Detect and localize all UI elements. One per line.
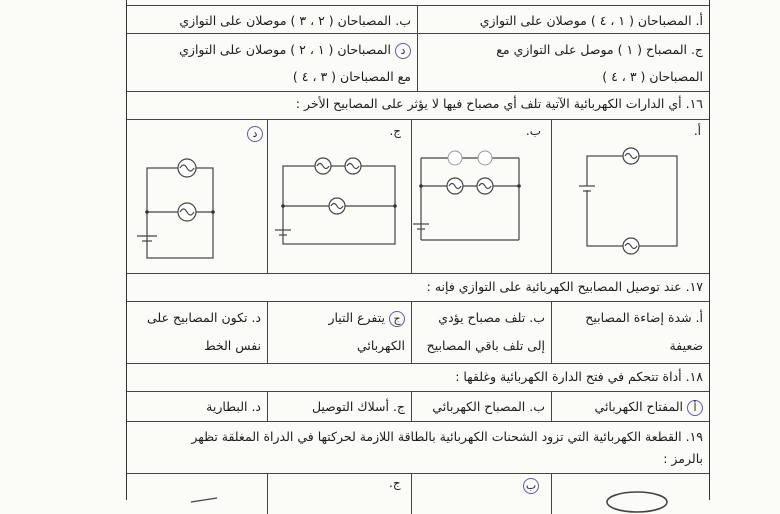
q18-question-row (127, 364, 709, 392)
q19-options-row (127, 474, 709, 514)
q15-option-c[interactable] (415, 34, 709, 91)
q18-options-row (127, 392, 709, 422)
q17-option-a[interactable] (549, 302, 709, 363)
q17-option-d[interactable] (127, 302, 267, 363)
q15-option-b[interactable] (127, 6, 417, 33)
q18-option-a[interactable] (549, 392, 709, 421)
q16-question-row (127, 92, 709, 120)
q18-option-d-text: د. البطارية (206, 399, 261, 414)
q17-options-row (127, 302, 709, 364)
q19-question-row (127, 422, 709, 474)
q19-option-d-symbol[interactable] (187, 496, 227, 506)
q19-question-line1: ١٩. القطعة الكهربائية التي تزود الشحنات الكهربائية بالطاقة اللازمة لحركتها في الدراة المغلقة تظهر (191, 429, 703, 444)
q19-label-c: ج. (389, 476, 401, 490)
q16-circuit-d[interactable] (131, 146, 261, 266)
q16-circuit-b[interactable] (411, 150, 551, 250)
q18-option-c[interactable] (267, 392, 411, 421)
q17-option-b-line2: إلى تلف باقي المصابيح (426, 338, 545, 353)
q16-circuit-a[interactable] (567, 142, 697, 252)
q17-option-a-line1: أ. شدة إضاءة المصابيح (585, 310, 703, 325)
q17-option-c[interactable] (267, 302, 411, 363)
q16-label-a: أ. (693, 124, 701, 138)
q16-circuits-row (127, 120, 709, 274)
worksheet (126, 0, 710, 500)
q15-row2 (127, 34, 709, 92)
q15-option-a[interactable] (415, 6, 709, 33)
q15-option-d[interactable] (127, 34, 417, 91)
q17-option-d-line1: د. تكون المصابيح على (147, 310, 261, 325)
q18-option-d[interactable] (127, 392, 267, 421)
q18-option-a-text: المفتاح الكهربائي (594, 399, 684, 414)
q17-option-b-line1: ب. تلف مصباح يؤدي (438, 310, 545, 325)
q18-option-c-text: ج. أسلاك التوصيل (311, 399, 405, 414)
q19-question-line2: بالرمز : (663, 451, 703, 466)
q15-option-a-text: أ. المصباحان ( ١ ، ٤ ) موصلان على التوازي (479, 13, 703, 28)
q15-option-d-circled-label: د (395, 43, 411, 59)
q15-option-d-line1: المصباحان ( ١ ، ٢ ) موصلان على التوازي (179, 42, 392, 57)
q15-option-b-text: ب. المصباحان ( ٢ ، ٣ ) موصلان على التوازي (179, 13, 411, 28)
q17-question-row (127, 274, 709, 302)
q16-label-d: د (247, 126, 263, 142)
q16-question: ١٦. أي الدارات الكهربائية الآتية تلف أي مصباح فيها لا يؤثر على المصابيح الأخر : (295, 96, 703, 111)
q17-option-c-line1: يتفرع التيار (328, 310, 386, 325)
q15-row1 (127, 6, 709, 34)
q17-option-c-line2: الكهربائي (356, 338, 405, 353)
q15-option-c-line2: المصباحان ( ٣ ، ٤ ) (602, 69, 703, 84)
q17-option-a-line2: ضعيفة (669, 338, 703, 353)
q19-option-a-symbol[interactable] (597, 488, 677, 508)
q15-option-d-line2: مع المصباحان ( ٣ ، ٤ ) (292, 69, 411, 84)
q18-option-a-circled-label: أ (687, 400, 703, 416)
q19-label-b: ب (523, 478, 539, 494)
q18-option-b[interactable] (411, 392, 551, 421)
q16-label-b: ب. (525, 124, 541, 138)
q17-option-c-circled-label: ج (389, 311, 405, 327)
q17-option-d-line2: نفس الخط (204, 338, 261, 353)
q17-question: ١٧. عند توصيل المصابيح الكهربائية على التوازي فإنه : (426, 279, 703, 294)
q17-option-b[interactable] (411, 302, 551, 363)
q15-option-c-line1: ج. المصباح ( ١ ) موصل على التوازي مع (496, 42, 703, 57)
q18-question: ١٨. أداة تتحكم في فتح الدارة الكهربائية وغلقها : (455, 369, 703, 384)
q16-label-c: ج. (389, 124, 401, 138)
q18-option-b-text: ب. المصباح الكهربائي (432, 399, 545, 414)
q16-circuit-c[interactable] (273, 144, 409, 254)
